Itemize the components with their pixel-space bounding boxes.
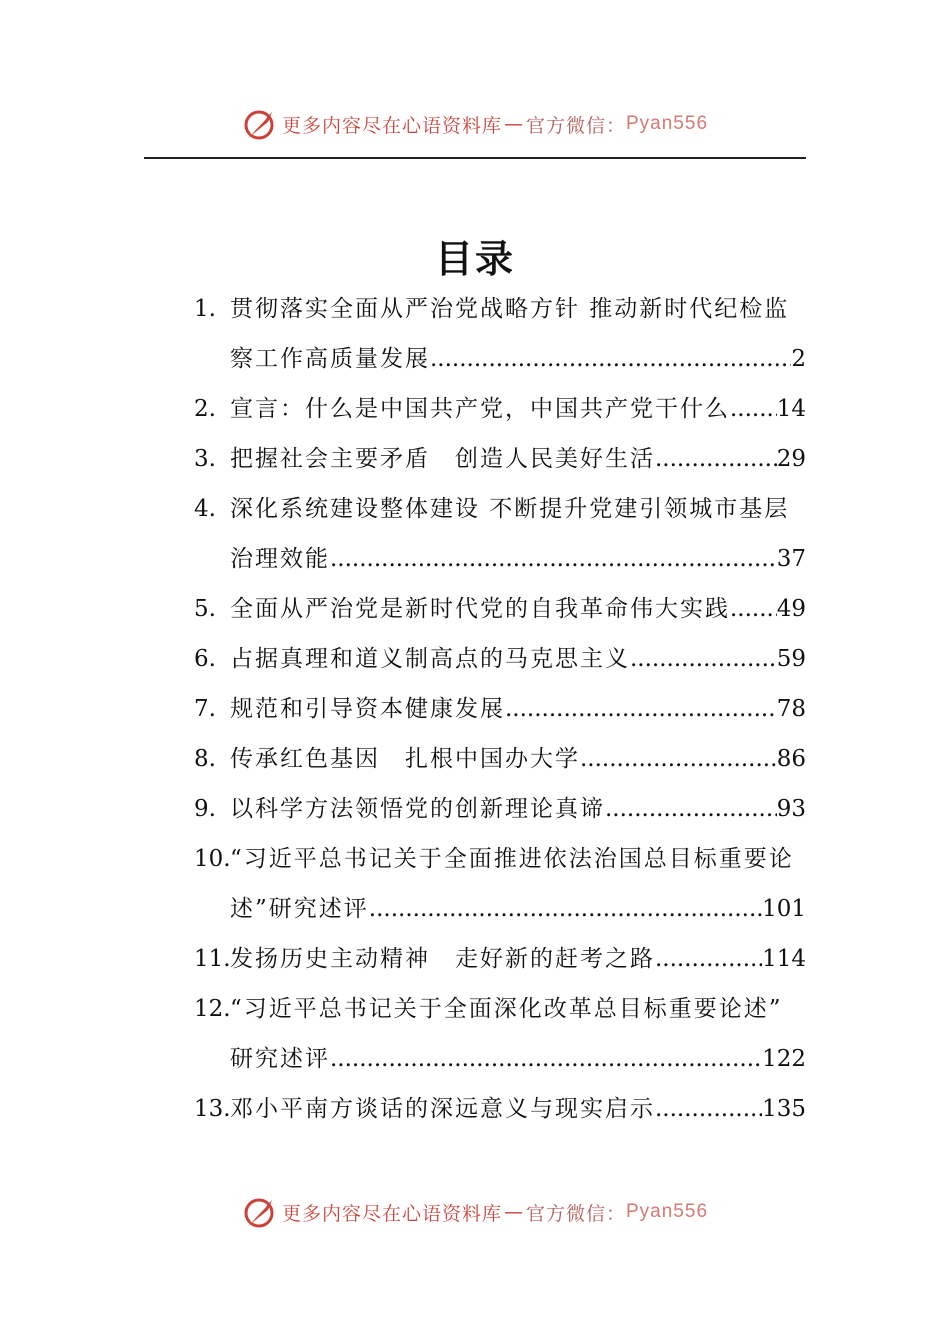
toc-entry-page-number: 14 xyxy=(776,396,806,422)
toc-entry-line xyxy=(194,484,806,534)
toc-entry-page-number: 49 xyxy=(776,596,806,622)
watermark-wechat-label: 官方微信： xyxy=(525,114,626,137)
toc-entry-line xyxy=(194,684,806,734)
toc-entry[interactable] xyxy=(194,984,806,1084)
toc-entry-line xyxy=(194,434,806,484)
toc-entry-line xyxy=(194,884,806,934)
toc-entry-number: 6. xyxy=(194,646,216,672)
dot-leader xyxy=(330,534,777,584)
toc-entry-title: 以科学方法领悟党的创新理论真谛 xyxy=(230,796,605,822)
dot-leader xyxy=(369,884,762,934)
toc-entry-page-number: 2 xyxy=(791,346,806,372)
toc-entry[interactable] xyxy=(194,1084,806,1134)
toc-entry-page-number: 101 xyxy=(762,896,806,922)
watermark-wechat-label: 官方微信： xyxy=(525,1202,626,1225)
toc-entry-page-number: 122 xyxy=(762,1046,806,1072)
toc-entry[interactable] xyxy=(194,284,806,384)
toc-entry[interactable] xyxy=(194,584,806,634)
watermark-dash: — xyxy=(503,113,524,135)
toc-entry[interactable] xyxy=(194,684,806,734)
toc-entry-line xyxy=(194,784,806,834)
quill-logo-icon xyxy=(242,106,278,142)
toc-entry[interactable] xyxy=(194,384,806,434)
header-watermark xyxy=(0,106,950,142)
toc-entry-title: 邓小平南方谈话的深远意义与现实启示 xyxy=(230,1096,655,1122)
page-title: 目录 xyxy=(434,236,515,281)
toc-entry-title: 占据真理和道义制高点的马克思主义 xyxy=(230,646,630,672)
table-of-contents xyxy=(194,284,806,1134)
dot-leader xyxy=(580,734,777,784)
toc-entry-title: 把握社会主要矛盾 创造人民美好生活 xyxy=(230,446,655,472)
dot-leader xyxy=(655,934,762,984)
toc-entry-line xyxy=(194,334,806,384)
dot-leader xyxy=(330,1034,762,1084)
toc-entry-line xyxy=(194,734,806,784)
toc-entry-page-number: 37 xyxy=(776,546,806,572)
toc-entry-number: 4. xyxy=(194,496,216,522)
toc-entry-title: 深化系统建设整体建设 不断提升党建引领城市基层 xyxy=(230,496,790,522)
toc-entry-number: 7. xyxy=(194,696,216,722)
toc-entry[interactable] xyxy=(194,634,806,684)
toc-entry-number: 11. xyxy=(194,946,231,972)
toc-entry-line xyxy=(194,284,806,334)
toc-entry-title: “习近平总书记关于全面深化改革总目标重要论述” xyxy=(230,996,783,1022)
dot-leader xyxy=(730,384,777,434)
watermark-handle: Pyan556 xyxy=(626,1201,709,1222)
toc-entry-line xyxy=(194,984,806,1034)
toc-entry[interactable] xyxy=(194,784,806,834)
toc-entry-page-number: 114 xyxy=(762,946,806,972)
toc-entry-title: 规范和引导资本健康发展 xyxy=(230,696,505,722)
toc-entry-title: 述”研究述评 xyxy=(230,896,369,922)
toc-entry[interactable] xyxy=(194,834,806,934)
watermark-dash: — xyxy=(503,1201,524,1223)
toc-entry-number: 13. xyxy=(194,1096,231,1122)
toc-entry-title: 全面从严治党是新时代党的自我革命伟大实践 xyxy=(230,596,730,622)
toc-entry-page-number: 78 xyxy=(776,696,806,722)
toc-entry-title: 宣言：什么是中国共产党，中国共产党干什么 xyxy=(230,396,730,422)
toc-entry-title: 传承红色基因 扎根中国办大学 xyxy=(230,746,580,772)
toc-entry[interactable] xyxy=(194,484,806,584)
dot-leader xyxy=(505,684,777,734)
toc-entry-title: 察工作高质量发展 xyxy=(230,346,430,372)
watermark-text: 更多内容尽在心语资料库 xyxy=(281,114,502,137)
watermark-handle: Pyan556 xyxy=(626,113,709,134)
toc-entry-number: 8. xyxy=(194,746,216,772)
toc-entry-line xyxy=(194,634,806,684)
toc-entry-page-number: 93 xyxy=(776,796,806,822)
toc-entry-line xyxy=(194,534,806,584)
dot-leader xyxy=(430,334,791,384)
toc-entry-number: 9. xyxy=(194,796,216,822)
toc-entry[interactable] xyxy=(194,934,806,984)
watermark-text: 更多内容尽在心语资料库 xyxy=(281,1202,502,1225)
toc-entry-page-number: 86 xyxy=(776,746,806,772)
toc-entry-number: 5. xyxy=(194,596,216,622)
toc-entry-line xyxy=(194,834,806,884)
toc-entry-page-number: 59 xyxy=(776,646,806,672)
toc-entry-title: 贯彻落实全面从严治党战略方针 推动新时代纪检监 xyxy=(230,296,790,322)
toc-entry-line xyxy=(194,384,806,434)
toc-entry-title: 发扬历史主动精神 走好新的赶考之路 xyxy=(230,946,655,972)
toc-entry-number: 12. xyxy=(194,996,231,1022)
toc-entry-number: 2. xyxy=(194,396,216,422)
dot-leader xyxy=(730,584,777,634)
toc-entry-line xyxy=(194,1084,806,1134)
header-divider xyxy=(144,157,806,159)
toc-entry[interactable] xyxy=(194,434,806,484)
toc-entry-line xyxy=(194,1034,806,1084)
footer-watermark xyxy=(0,1194,950,1230)
quill-logo-icon xyxy=(242,1194,278,1230)
toc-entry-page-number: 29 xyxy=(776,446,806,472)
toc-entry-page-number: 135 xyxy=(762,1096,806,1122)
toc-entry-number: 3. xyxy=(194,446,216,472)
toc-entry[interactable] xyxy=(194,734,806,784)
dot-leader xyxy=(655,1084,762,1134)
dot-leader xyxy=(655,434,777,484)
toc-entry-number: 1. xyxy=(194,296,216,322)
toc-entry-title: “习近平总书记关于全面推进依法治国总目标重要论 xyxy=(230,846,794,872)
toc-entry-title: 研究述评 xyxy=(230,1046,330,1072)
dot-leader xyxy=(605,784,777,834)
dot-leader xyxy=(630,634,777,684)
toc-entry-line xyxy=(194,584,806,634)
toc-entry-title: 治理效能 xyxy=(230,546,330,572)
toc-entry-number: 10. xyxy=(194,846,231,872)
toc-entry-line xyxy=(194,934,806,984)
